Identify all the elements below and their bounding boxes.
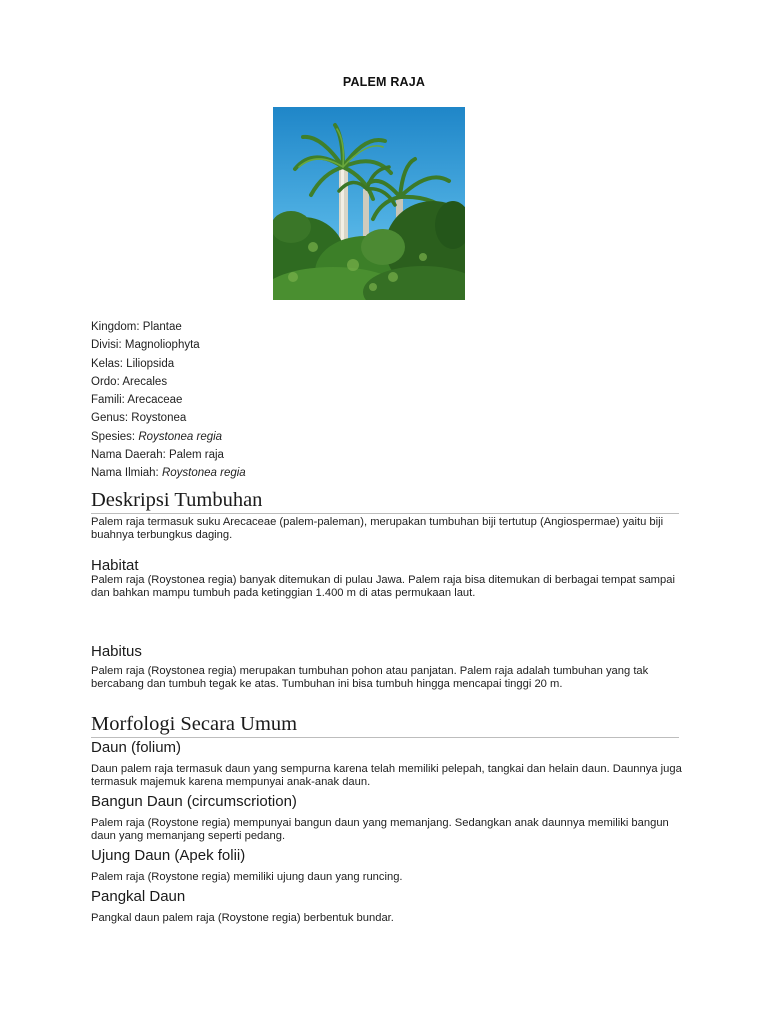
taxonomy-value: Magnoliophyta (124, 339, 200, 352)
document-title: PALEM RAJA (342, 75, 426, 89)
taxonomy-label: Kelas: (91, 357, 127, 370)
heading-deskripsi: Deskripsi Tumbuhan (91, 488, 679, 514)
taxonomy-label: Famili: (91, 394, 128, 407)
paragraph-ujung-daun: Palem raja (Roystone regia) memiliki ujung daun yang runcing. (91, 871, 403, 883)
taxonomy-row (91, 318, 246, 336)
taxonomy-list (91, 318, 246, 483)
heading-ujung-daun: Ujung Daun (Apek folii) (91, 847, 246, 864)
palm-tree-photo (273, 107, 465, 300)
taxonomy-value: Roystonea (131, 412, 187, 425)
taxonomy-row (91, 355, 246, 373)
taxonomy-value: Roystonea regia (161, 467, 246, 480)
taxonomy-label: Ordo: (91, 375, 123, 388)
taxonomy-row (91, 464, 246, 482)
taxonomy-row (91, 373, 246, 391)
taxonomy-value: Plantae (142, 321, 182, 333)
paragraph-bangun-daun: Palem raja (Roystone regia) mempunyai bangun daun yang memanjang. Sedangkan anak daunnya memiliki bangun daun yang memanjang seperti pedang. (91, 817, 669, 842)
taxonomy-row (91, 409, 246, 427)
paragraph-deskripsi: Palem raja termasuk suku Arecaceae (palem-paleman), merupakan tumbuhan biji tertutup (Angiospermae) yaitu biji buahnya terbungkus daging. (91, 516, 664, 541)
taxonomy-value: Roystonea regia (138, 430, 223, 443)
taxonomy-label: Divisi: (91, 339, 125, 352)
paragraph-habitus: Palem raja (Roystonea regia) merupakan tumbuhan pohon atau panjatan. Palem raja adalah tumbuhan yang tak bercabang dan tumbuh tegak ke atas. Tumbuhan ini bisa tumbuh hingga mencapai tinggi 20 m. (91, 665, 649, 690)
heading-morfologi: Morfologi Secara Umum (91, 712, 679, 738)
paragraph-pangkal-daun: Pangkal daun palem raja (Roystone regia) berbentuk bundar. (91, 912, 394, 924)
taxonomy-value: Palem raja (168, 449, 224, 462)
taxonomy-value: Arecales (122, 375, 168, 388)
taxonomy-row (91, 446, 246, 464)
heading-habitus: Habitus (91, 643, 142, 660)
heading-daun: Daun (folium) (91, 739, 182, 756)
taxonomy-label: Kingdom: (91, 321, 143, 333)
taxonomy-row (91, 336, 246, 354)
taxonomy-value: Liliopsida (126, 357, 175, 370)
taxonomy-row (91, 391, 246, 409)
heading-pangkal-daun: Pangkal Daun (91, 888, 186, 905)
taxonomy-value: Arecaceae (127, 394, 183, 407)
taxonomy-label: Spesies: (91, 430, 139, 443)
heading-bangun-daun: Bangun Daun (circumscriotion) (91, 793, 297, 810)
paragraph-habitat: Palem raja (Roystonea regia) banyak ditemukan di pulau Jawa. Palem raja bisa ditemukan di berbagai tempat sampai dan bahkan mampu tumbuh pada ketinggian 1.400 m di atas permukaan laut. (91, 574, 675, 599)
paragraph-daun: Daun palem raja termasuk daun yang sempurna karena telah memiliki pelepah, tangkai dan helain daun. Daunnya juga termasuk majemuk karena mempunyai anak-anak daun. (91, 763, 682, 788)
heading-habitat: Habitat (91, 557, 139, 574)
taxonomy-label: Nama Daerah: (91, 449, 169, 462)
taxonomy-label: Nama Ilmiah: (91, 467, 162, 480)
taxonomy-row (91, 428, 246, 446)
taxonomy-label: Genus: (91, 412, 132, 425)
